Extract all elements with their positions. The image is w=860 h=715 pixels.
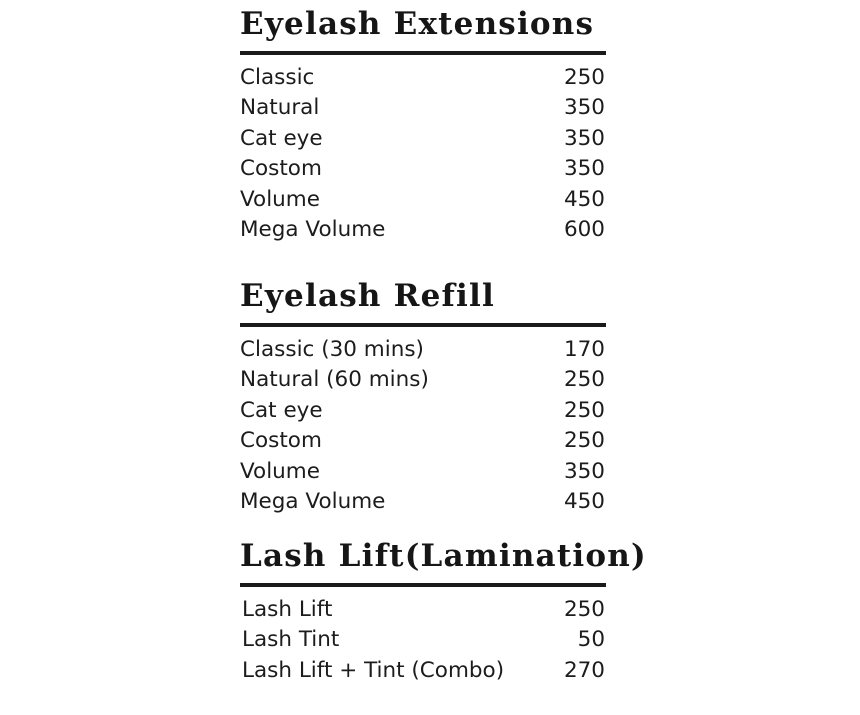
price-row — [240, 365, 606, 395]
price-row — [240, 154, 606, 184]
price-row — [240, 185, 606, 215]
service-name: Volume — [240, 458, 320, 484]
service-name: Lash Tint — [242, 627, 340, 653]
price-list — [240, 335, 606, 517]
service-price: 170 — [563, 337, 605, 362]
service-name: Costom — [240, 428, 322, 454]
service-price: 450 — [563, 488, 605, 514]
section-eyelash-refill — [240, 277, 606, 517]
price-row — [240, 595, 606, 625]
service-price: 350 — [563, 458, 605, 484]
price-list — [240, 595, 606, 686]
service-name: Cat eye — [240, 125, 323, 151]
service-price: 350 — [563, 156, 605, 182]
service-name: Natural (60 mins) — [240, 367, 429, 393]
section-eyelash-extensions — [240, 5, 606, 245]
price-row — [240, 124, 606, 154]
price-row — [240, 93, 606, 123]
price-row — [240, 335, 606, 365]
service-price: 600 — [563, 216, 605, 242]
service-price: 270 — [563, 657, 605, 683]
price-row — [240, 215, 606, 245]
service-name: Classic (30 mins) — [240, 337, 424, 362]
service-name: Volume — [240, 186, 320, 212]
service-name: Lash Lift + Tint (Combo) — [242, 657, 505, 683]
service-name: Lash Lift — [242, 597, 333, 622]
price-row — [240, 426, 606, 456]
section-title: Lash Lift(Lamination) — [240, 538, 647, 574]
service-name: Classic — [240, 65, 315, 90]
section-divider — [240, 51, 606, 55]
service-price: 450 — [563, 186, 605, 212]
price-row — [240, 625, 606, 655]
service-price: 250 — [563, 597, 605, 622]
service-name: Natural — [240, 95, 320, 121]
price-list — [240, 63, 606, 245]
service-price: 250 — [563, 428, 605, 454]
service-name: Mega Volume — [240, 488, 386, 514]
service-name: Cat eye — [240, 397, 323, 423]
service-price: 50 — [577, 627, 605, 653]
price-row — [240, 396, 606, 426]
section-title: Eyelash Refill — [240, 278, 495, 314]
service-price: 250 — [563, 397, 605, 423]
service-price: 250 — [563, 65, 605, 90]
section-divider — [240, 583, 606, 587]
service-price: 350 — [563, 95, 605, 121]
section-title: Eyelash Extensions — [240, 6, 595, 42]
price-row — [240, 457, 606, 487]
service-price: 250 — [563, 367, 605, 393]
service-price: 350 — [563, 125, 605, 151]
price-row — [240, 656, 606, 686]
price-row — [240, 487, 606, 517]
service-name: Costom — [240, 156, 322, 182]
price-row — [240, 63, 606, 93]
section-lash-lift — [240, 537, 647, 686]
section-divider — [240, 323, 606, 327]
service-name: Mega Volume — [240, 216, 386, 242]
